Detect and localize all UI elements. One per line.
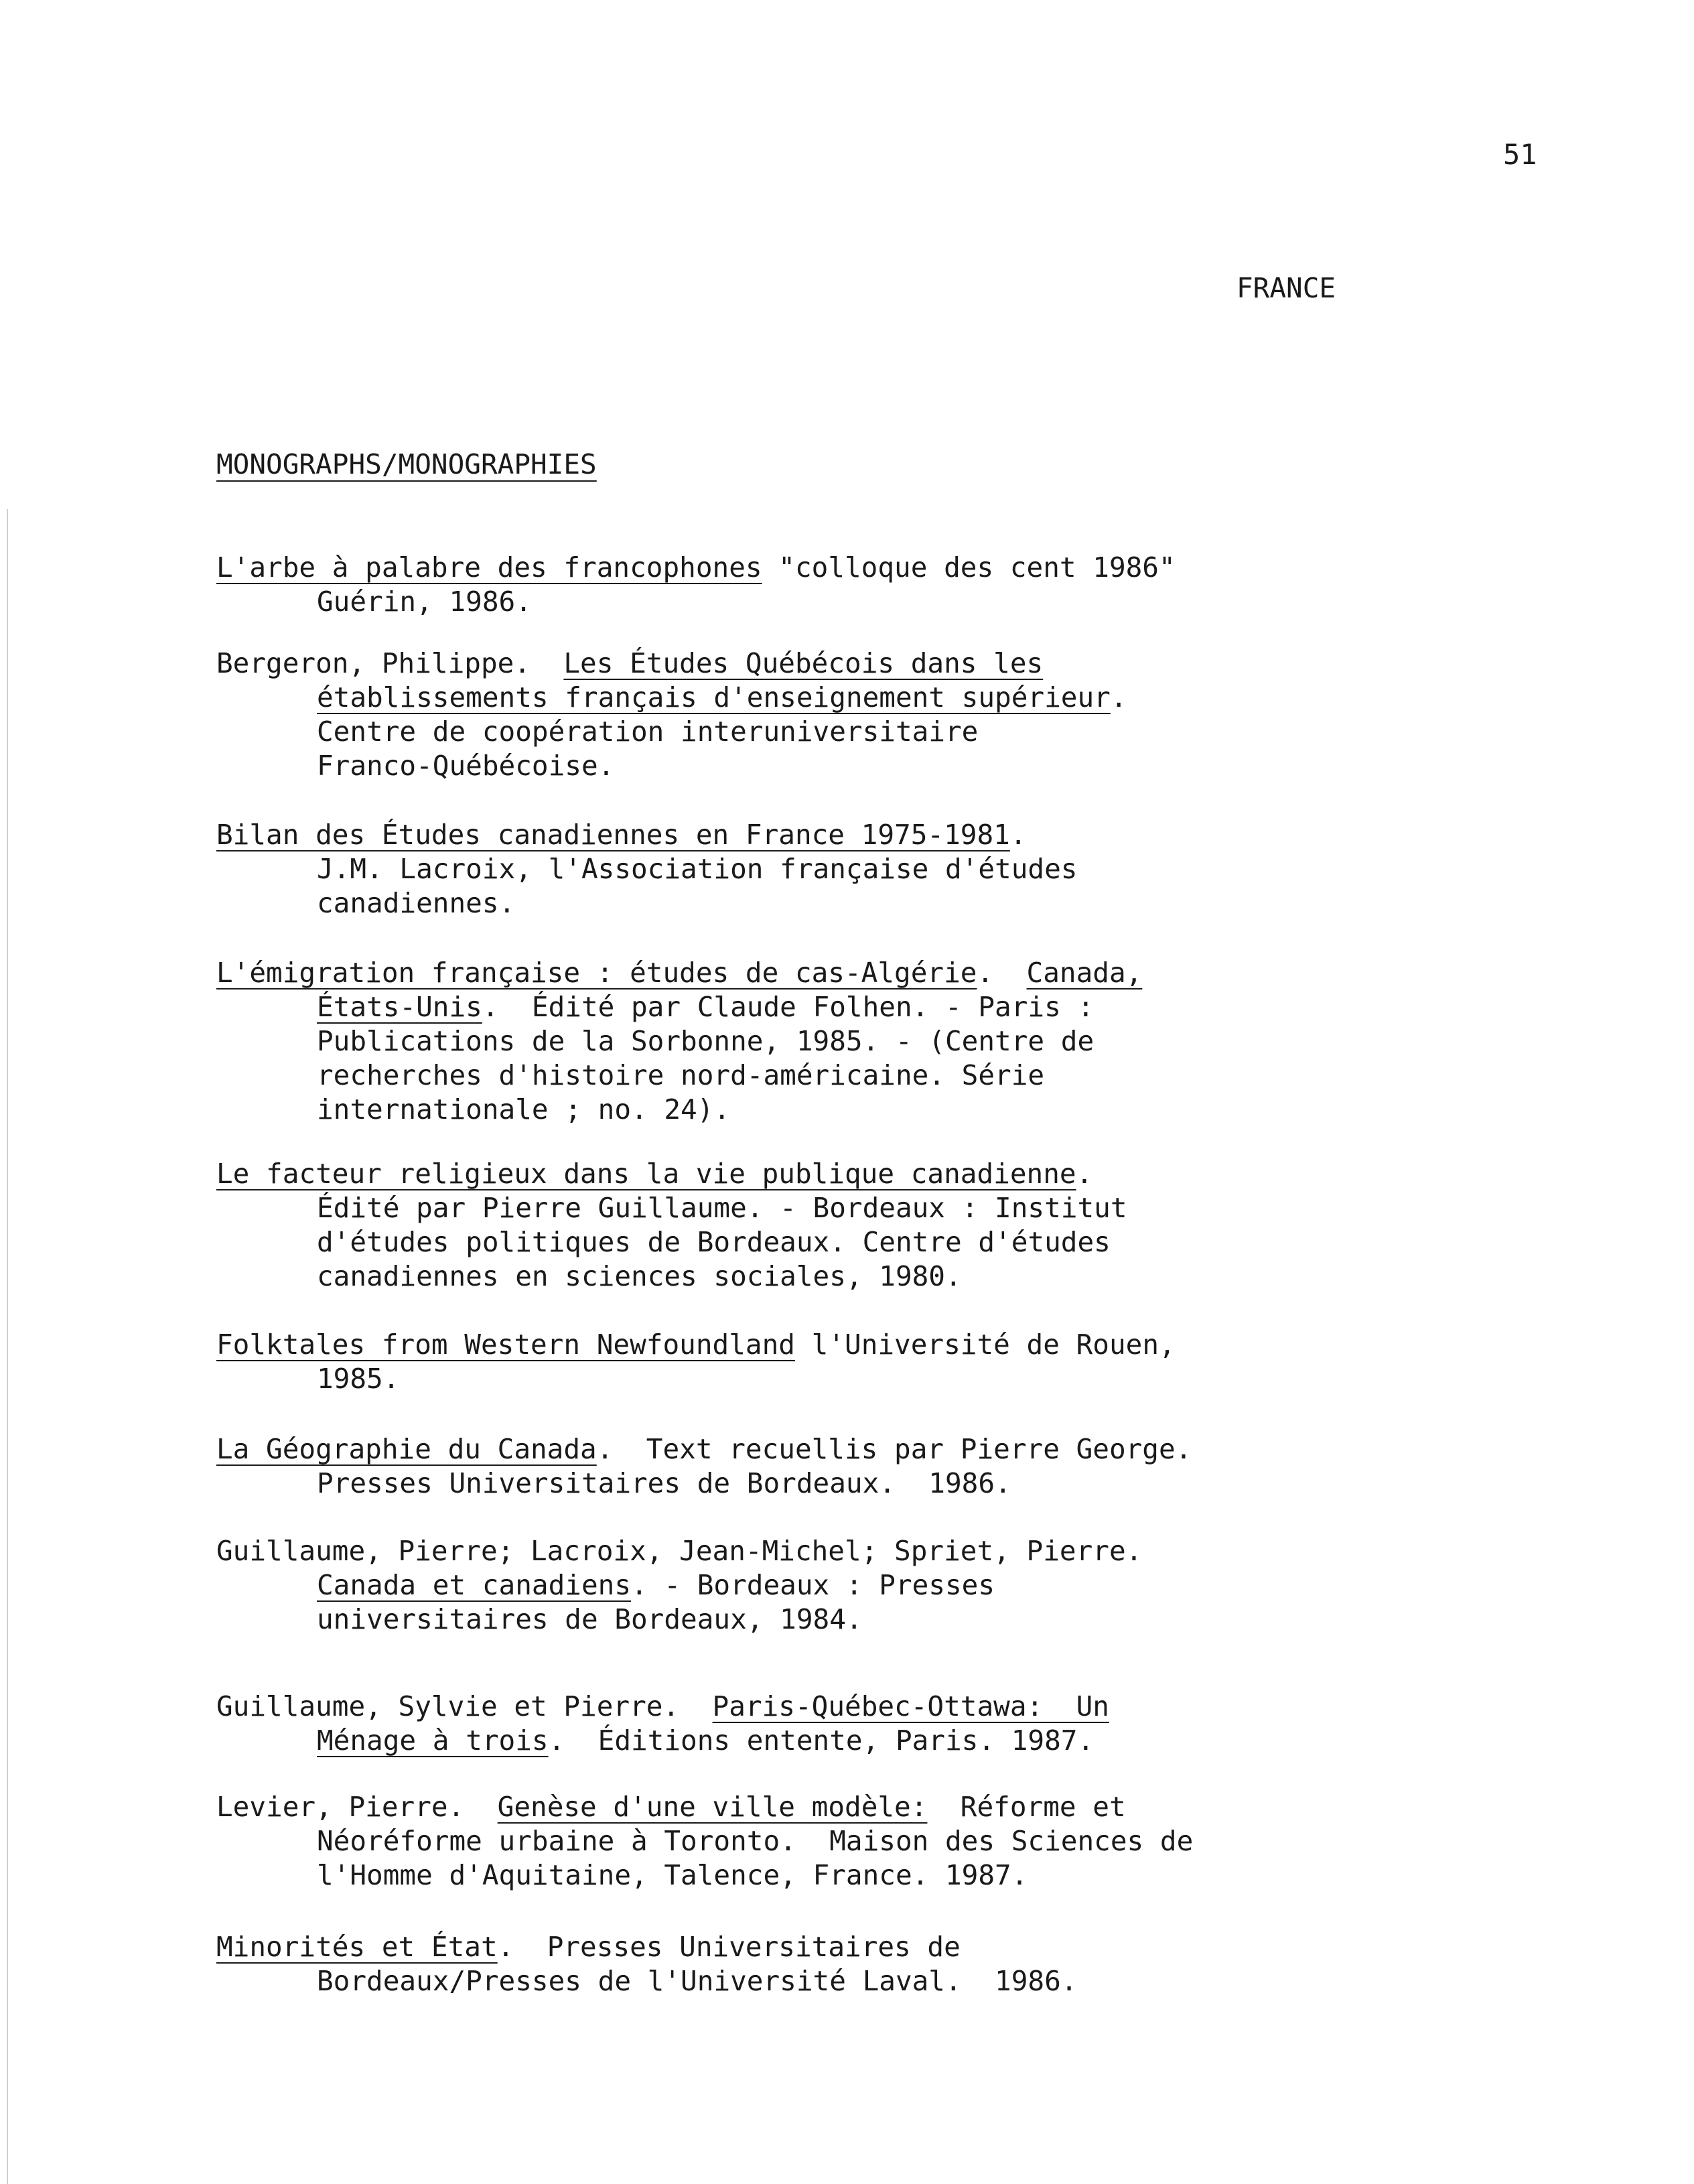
entry-line <box>216 1930 1489 1964</box>
entry-text: . <box>1076 1158 1093 1190</box>
bibliography-entry <box>216 818 1489 920</box>
entry-text: Franco-Québécoise. <box>317 750 615 782</box>
entry-text: . - Bordeaux : Presses <box>631 1569 995 1601</box>
entry-line <box>216 1568 1489 1602</box>
entry-text: Presses Universitaires de Bordeaux. 1986. <box>317 1467 1011 1499</box>
entry-line <box>216 551 1489 585</box>
underlined-title: Le facteur religieux dans la vie publique canadienne <box>216 1158 1076 1190</box>
entry-line <box>216 818 1489 852</box>
entry-line <box>216 1690 1489 1724</box>
entry-text: Guillaume, Sylvie et Pierre. <box>216 1690 713 1722</box>
entry-line <box>216 852 1489 886</box>
entry-text: . Presses Universitaires de <box>497 1931 961 1963</box>
entry-text: Réforme et <box>927 1791 1126 1823</box>
entry-text: 1985. <box>317 1363 400 1395</box>
entry-text: . <box>977 957 1027 989</box>
bibliography-entry <box>216 1157 1489 1294</box>
entry-line <box>216 1225 1489 1259</box>
entry-line <box>216 1157 1489 1191</box>
underlined-title: Folktales from Western Newfoundland <box>216 1328 795 1361</box>
underlined-title: Canada, <box>1026 957 1143 989</box>
entry-text: canadiennes en sciences sociales, 1980. <box>317 1260 962 1292</box>
entry-line <box>216 1328 1489 1362</box>
entry-line <box>216 749 1489 783</box>
entry-line <box>216 1432 1489 1466</box>
scan-margin-line <box>7 509 8 2184</box>
entry-text: l'Homme d'Aquitaine, Talence, France. 1987. <box>317 1859 1028 1891</box>
entry-line <box>216 1534 1489 1568</box>
entry-text: Édité par Pierre Guillaume. - Bordeaux : Institut <box>317 1192 1127 1224</box>
bibliography-entry <box>216 1328 1489 1396</box>
entry-line <box>216 990 1489 1024</box>
entry-text: . <box>1009 819 1027 851</box>
entry-line <box>216 1602 1489 1637</box>
entry-text: Guérin, 1986. <box>317 586 532 618</box>
entry-line <box>216 1093 1489 1127</box>
bibliography-entry <box>216 1432 1489 1501</box>
entry-line <box>216 585 1489 619</box>
entry-line <box>216 1362 1489 1396</box>
underlined-title: Les Études Québécois dans les <box>563 647 1044 679</box>
entry-line <box>216 1466 1489 1501</box>
entry-line <box>216 1024 1489 1059</box>
underlined-title: Ménage à trois <box>317 1724 549 1757</box>
entry-line <box>216 646 1489 681</box>
underlined-title: Genèse d'une ville modèle: <box>497 1791 928 1823</box>
bibliography-entry <box>216 646 1489 783</box>
entry-text: Guillaume, Pierre; Lacroix, Jean-Michel; Spriet, Pierre. <box>216 1535 1143 1567</box>
entry-text: . <box>1110 681 1127 713</box>
entry-line <box>216 1824 1489 1858</box>
entry-text: d'études politiques de Bordeaux. Centre d'études <box>317 1226 1111 1258</box>
underlined-title: Paris-Québec-Ottawa: Un <box>712 1690 1109 1722</box>
underlined-title: États-Unis <box>317 991 482 1023</box>
bibliography-entry <box>216 1534 1489 1637</box>
entry-line <box>216 1259 1489 1294</box>
bibliography-entry <box>216 551 1489 619</box>
entry-line <box>216 1724 1489 1758</box>
entry-text: . Éditions entente, Paris. 1987. <box>548 1724 1095 1757</box>
underlined-title: L'émigration française : études de cas-Algérie <box>216 957 977 989</box>
underlined-title: Bilan des Études canadiennes en France 1975-1981 <box>216 819 1010 851</box>
underlined-title: La Géographie du Canada <box>216 1433 597 1465</box>
underlined-title: L'arbe à palabre des francophones <box>216 551 762 584</box>
entry-text: Bordeaux/Presses de l'Université Laval. 1986. <box>317 1965 1078 1997</box>
underlined-title: Minorités et État <box>216 1931 498 1963</box>
entry-line <box>216 1059 1489 1093</box>
entry-text: recherches d'histoire nord-américaine. Série <box>317 1059 1045 1091</box>
bibliography-entry <box>216 1790 1489 1893</box>
section-heading: MONOGRAPHS/MONOGRAPHIES <box>216 448 597 480</box>
entry-text: "colloque des cent 1986" <box>762 551 1176 584</box>
entry-line <box>216 1191 1489 1225</box>
entry-line <box>216 715 1489 749</box>
bibliography-entry <box>216 1690 1489 1758</box>
entry-text: universitaires de Bordeaux, 1984. <box>317 1603 863 1635</box>
underlined-title: établissements français d'enseignement supérieur <box>317 681 1111 713</box>
entry-text: Bergeron, Philippe. <box>216 647 564 679</box>
entry-line <box>216 1790 1489 1824</box>
entry-text: canadiennes. <box>317 887 516 919</box>
entry-text: l'Université de Rouen, <box>794 1328 1176 1361</box>
entry-text: . Édité par Claude Folhen. - Paris : <box>482 991 1095 1023</box>
entry-line <box>216 956 1489 990</box>
page-number: 51 <box>1503 138 1537 171</box>
bibliography-entry <box>216 1930 1489 1998</box>
entry-text: Néoréforme urbaine à Toronto. Maison des Sciences de <box>317 1825 1194 1857</box>
entry-line <box>216 886 1489 920</box>
entry-text: . Text recuellis par Pierre George. <box>596 1433 1192 1465</box>
entry-text: Publications de la Sorbonne, 1985. - (Centre de <box>317 1025 1095 1057</box>
bibliography-entry <box>216 956 1489 1127</box>
entry-line <box>216 681 1489 715</box>
entry-line <box>216 1858 1489 1893</box>
entry-text: Levier, Pierre. <box>216 1791 498 1823</box>
underlined-title: Canada et canadiens <box>317 1569 631 1601</box>
entry-text: J.M. Lacroix, l'Association française d'études <box>317 853 1078 885</box>
entry-line <box>216 1964 1489 1998</box>
entry-text: internationale ; no. 24). <box>317 1093 731 1125</box>
section-label: FRANCE <box>1237 272 1336 304</box>
entry-text: Centre de coopération interuniversitaire <box>317 715 979 748</box>
